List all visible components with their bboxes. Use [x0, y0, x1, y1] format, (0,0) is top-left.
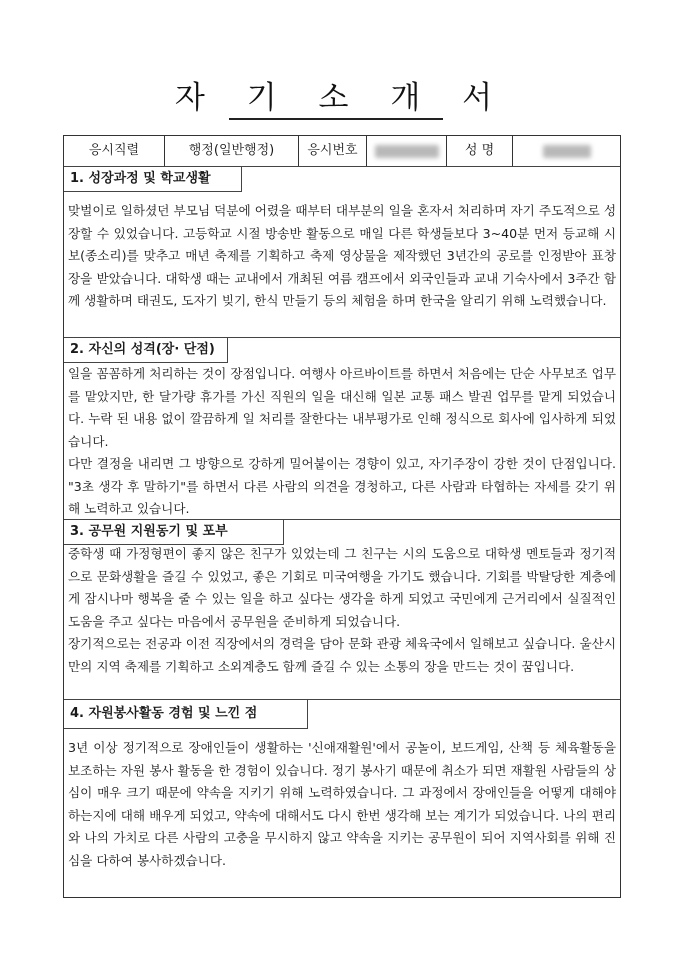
field-label: 응시직렬 [64, 136, 165, 166]
section-1-heading: 1. 성장과정 및 학교생활 [64, 166, 242, 192]
number-value [367, 136, 447, 166]
section-2-heading: 2. 자신의 성격(장· 단점) [64, 337, 228, 363]
section-3-paragraph-1: 중학생 때 가정형편이 좋지 않은 친구가 있었는데 그 친구는 시의 도움으로 대학생 멘토들과 정기적으로 문화생활을 즐길 수 있었고, 좋은 기회로 미국여행을 가기도 했습니다. 기회를 박탈당한 계층에게 잠시나마 행복을 줄 수 있는 일을 하고 싶다는 생각을 하게 되었고 국민에게 근거리에서 실질적인 도움을 주고 싶다는 마음에서 공무원을 준비하게 되었습니다. [68, 546, 616, 629]
document-title: 자 기 소 개 서 [174, 80, 509, 116]
section-4-heading: 4. 자원봉사활동 경험 및 느낀 점 [64, 699, 308, 729]
section-3-heading: 3. 공무원 지원동기 및 포부 [64, 519, 284, 545]
name-value [513, 136, 620, 166]
section-1-paragraph: 맞벌이로 일하셨던 부모님 덕분에 어렸을 때부터 대부분의 일을 혼자서 처리하며 자기 주도적으로 성장할 수 있었습니다. 고등학교 시절 방송반 활동으로 매일 다른 학생들보다 3~40분 먼저 등교해 시보(종소리)를 맞추고 매년 축제를 기획하고 축제 영상물을 제작했던 3년간의 공로를 인정받아 표창장을 받았습니다. 대학생 때는 교내에서 개최된 여름 캠프에서 외국인들과 교내 기숙사에서 3주간 함께 생활하며 태권도, 도자기 빚기, 한식 만들기 등의 체험을 하며 한국을 알리기 위해 노력했습니다. [68, 203, 616, 308]
title-underline [229, 118, 443, 120]
applicant-info-row [64, 136, 620, 167]
section-4-paragraph: 3년 이상 정기적으로 장애인들이 생활하는 '신애재활원'에서 공놀이, 보드게임, 산책 등 체육활동을 보조하는 자원 봉사 활동을 한 경험이 있습니다. 정기 봉사기 때문에 취소가 되면 재활원 사람들의 상심이 매우 크기 때문에 약속을 지키기 위해 노력하였습니다. 그 과정에서 장애인들을 어떻게 대해야 하는지에 대해 배우게 되었고, 약속에 대해서도 다시 한번 생각해 보는 계기가 되었습니다. 나의 편리와 나의 가치로 다른 사람의 고충을 무시하지 않고 약속을 지키는 공무원이 되어 지역사회를 위해 진심을 다하여 봉사하겠습니다. [68, 740, 616, 868]
section-3-paragraph-2: 장기적으로는 전공과 이전 직장에서의 경력을 담아 문화 관광 체육국에서 일해보고 싶습니다. 울산시만의 지역 축제를 기획하고 소외계층도 함께 즐길 수 있는 소통의 장을 만드는 것이 꿈입니다. [68, 636, 616, 674]
section-2-paragraph-1: 일을 꼼꼼하게 처리하는 것이 장점입니다. 여행사 아르바이트를 하면서 처음에는 단순 사무보조 업무를 맡았지만, 한 달가량 휴가를 가신 직원의 일을 대신해 일본 교통 패스 발권 업무를 맡게 되었습니다. 누락 된 내용 없이 깔끔하게 일 처리를 잘한다는 내부평가로 인해 정식으로 회사에 입사하게 되었습니다. [68, 366, 616, 449]
section-2-paragraph-2: 다만 결정을 내리면 그 방향으로 강하게 밀어붙이는 경향이 있고, 자기주장이 강한 것이 단점입니다. "3초 생각 후 말하기"를 하면서 다른 사람의 의견을 경청하고, 다른 사람과 타협하는 자세를 갖기 위해 노력하고 있습니다. [68, 456, 616, 516]
form-box [63, 135, 621, 898]
field-value: 행정(일반행정) [165, 136, 299, 166]
redacted-number [375, 145, 439, 158]
name-label: 성 명 [447, 136, 513, 166]
number-label: 응시번호 [299, 136, 367, 166]
redacted-name [543, 145, 591, 158]
